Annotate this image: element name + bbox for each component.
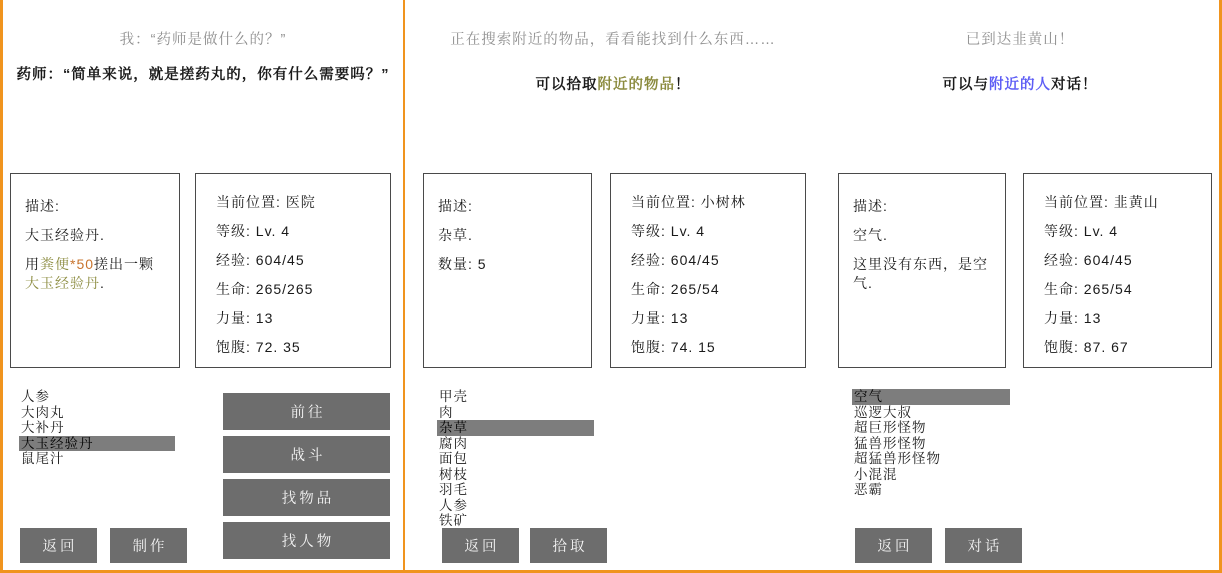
talk-button[interactable]: 对话 [945,528,1022,563]
npc-list [852,389,1010,498]
desc-paragraph [438,226,579,245]
text-segment: ！ [675,77,691,93]
text-segment: 大玉经验丹. [25,227,105,243]
inventory-item-list [19,389,175,467]
description-box [838,173,1006,368]
npc-list-item[interactable]: 小混混 [854,466,898,482]
ground-list-item[interactable]: 铁矿 [439,513,468,528]
status-line: 饱腹: 87. 67 [1044,339,1129,355]
text-segment: 可以与 [942,77,989,93]
status-line: 当前位置: 小树林 [631,194,746,210]
panel-arrive-talk [821,0,1219,570]
find-item-button[interactable]: 找物品 [223,479,390,516]
inventory-list-item[interactable]: 大补丹 [21,420,65,435]
ground-list-item[interactable]: 面包 [439,451,468,466]
npc-list-item[interactable]: 恶霸 [854,482,883,497]
status-line: 饱腹: 72. 35 [216,339,301,355]
desc-paragraph [25,226,167,245]
dialogue-line-hint [409,76,817,95]
desc-paragraph [853,255,993,293]
text-segment: 可以拾取 [535,77,598,93]
npc-list-item[interactable]: 超巨形怪物 [854,420,927,435]
dialogue-line-narration [825,31,1215,50]
text-segment: 已到达韭黄山！ [965,32,1075,48]
desc-paragraph [25,255,167,293]
text-segment: 空气. [853,227,888,243]
description-box [10,173,180,368]
status-line: 力量: 13 [1044,310,1102,326]
ground-list-item[interactable]: 杂草 [437,420,594,436]
text-segment: 粪便 [40,256,70,272]
status-line: 经验: 604/45 [216,252,305,268]
ground-item-list [437,389,594,529]
status-line: 等级: Lv. 4 [1044,223,1119,239]
text-segment: 杂草. [438,227,473,243]
craft-button[interactable]: 制作 [110,528,187,563]
status-box [610,173,806,368]
dialogue-line-narration [409,31,817,50]
dialogue-line-npc [7,66,399,85]
npc-list-item[interactable]: 猛兽形怪物 [854,435,927,451]
text-segment: . [100,275,105,291]
inventory-list-item[interactable]: 鼠尾汁 [21,451,65,466]
dialogue-line-hint [825,76,1215,95]
text-segment: 用 [25,256,40,272]
description-paragraphs [853,226,993,293]
status-line: 当前位置: 医院 [216,194,316,210]
status-line: 等级: Lv. 4 [631,223,706,239]
text-segment: 正在搜索附近的物品，看看能找到什么东西…… [450,32,776,48]
ground-list-item[interactable]: 肉 [439,404,454,420]
dialogue-line-narration [7,31,399,50]
action-button-column [223,393,390,565]
status-line: 当前位置: 韭黄山 [1044,194,1159,210]
ground-list-item[interactable]: 羽毛 [439,482,468,497]
description-paragraphs [438,226,579,274]
panel-search-items [405,0,821,570]
status-line: 经验: 604/45 [1044,252,1133,268]
status-box [195,173,391,368]
text-segment: 数量: 5 [438,256,487,272]
inventory-list-item[interactable]: 人参 [21,389,50,404]
text-segment: *50 [70,256,95,272]
desc-paragraph [853,226,993,245]
text-segment: 药师：“简单来说，就是搓药丸的，你有什么需要吗？” [16,67,390,83]
return-button[interactable]: 返回 [442,528,519,563]
text-segment: 大玉经验丹 [25,275,100,291]
status-line: 等级: Lv. 4 [216,223,291,239]
description-label: 描述: [438,198,473,214]
inventory-list-item[interactable]: 大肉丸 [21,404,65,420]
description-box [423,173,592,368]
inventory-list-item[interactable]: 大玉经验丹 [19,436,175,452]
ground-list-item[interactable]: 腐肉 [439,435,468,451]
panel-pharmacist-craft [3,0,403,570]
desc-paragraph [438,255,579,274]
battle-button[interactable]: 战斗 [223,436,390,473]
npc-list-item[interactable]: 空气 [852,389,1010,405]
find-person-button[interactable]: 找人物 [223,522,390,559]
return-button[interactable]: 返回 [20,528,97,563]
ground-list-item[interactable]: 甲壳 [439,389,468,404]
npc-list-item[interactable]: 超猛兽形怪物 [854,451,941,466]
status-line: 生命: 265/54 [1044,281,1133,297]
npc-list-item[interactable]: 巡逻大叔 [854,404,912,420]
status-box [1023,173,1212,368]
status-line: 生命: 265/265 [216,281,314,297]
ground-list-item[interactable]: 树枝 [439,466,468,482]
status-line: 饱腹: 74. 15 [631,339,716,355]
status-line: 力量: 13 [216,310,274,326]
description-label: 描述: [25,198,60,214]
goto-button[interactable]: 前往 [223,393,390,430]
text-segment: 搓出一颗 [94,256,155,272]
text-segment: 对话！ [1051,77,1098,93]
text-segment: 附近的人 [989,77,1051,93]
text-segment: 这里没有东西，是空气. [853,256,988,291]
status-line: 经验: 604/45 [631,252,720,268]
text-segment: 附近的物品 [597,77,675,93]
status-line: 生命: 265/54 [631,281,720,297]
ground-list-item[interactable]: 人参 [439,497,468,513]
status-line: 力量: 13 [631,310,689,326]
text-segment: 我：“药师是做什么的？” [119,32,287,48]
description-label: 描述: [853,198,888,214]
pickup-button[interactable]: 拾取 [530,528,607,563]
description-paragraphs [25,226,167,293]
return-button[interactable]: 返回 [855,528,932,563]
